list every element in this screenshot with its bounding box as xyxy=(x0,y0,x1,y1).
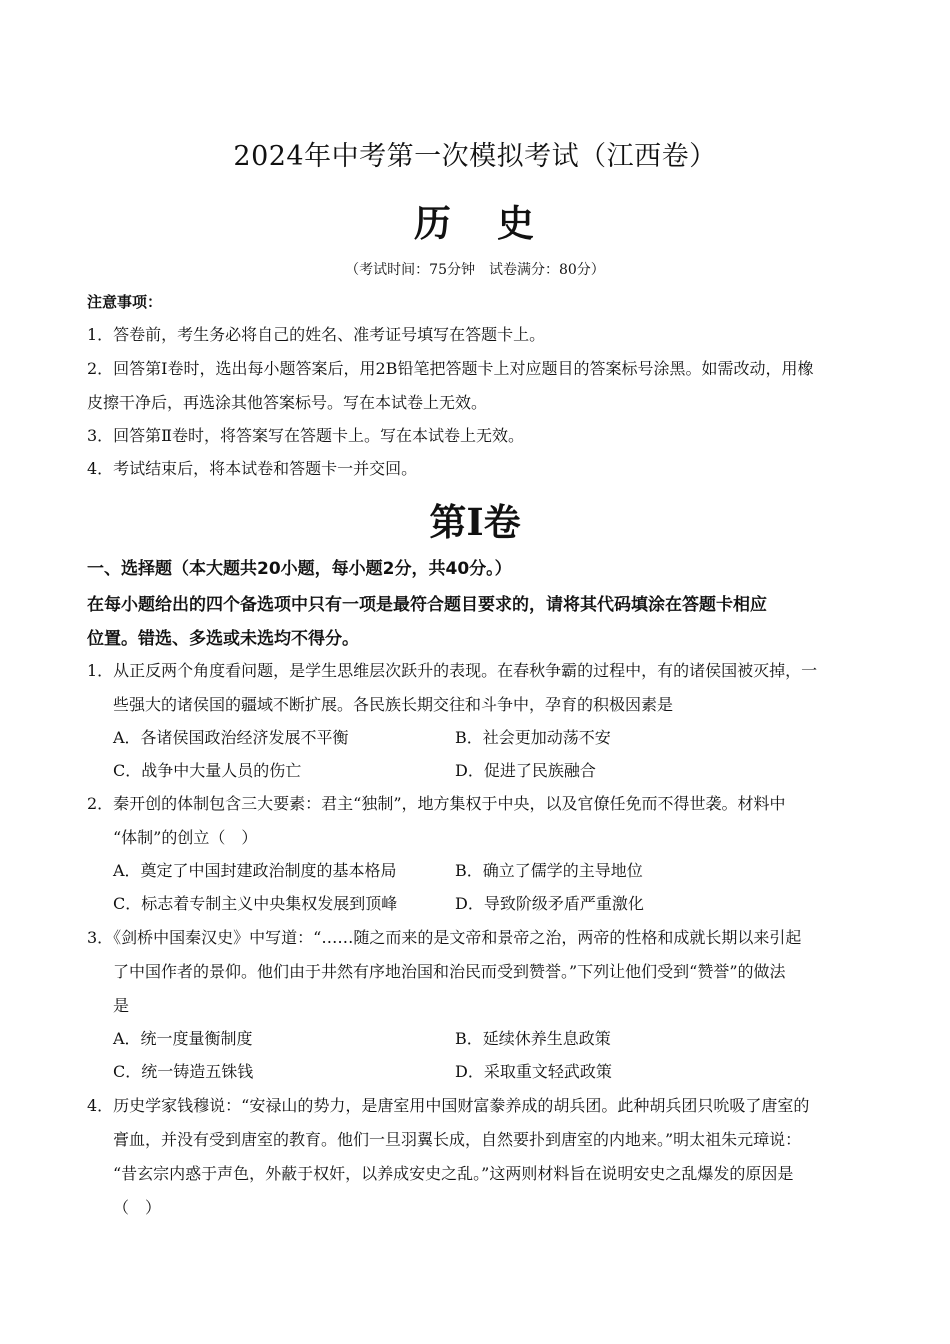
question-2-option-d: D．导致阶级矛盾严重激化 xyxy=(455,894,644,913)
exam-title: 2024年中考第一次模拟考试（江西卷） xyxy=(233,141,717,172)
question-2-line: 2．秦开创的体制包含三大要素：君主“独制”，地方集权于中央，以及官僚任免而不得世袭。材料中 xyxy=(87,794,786,813)
question-3-option-c: C．统一铸造五铢钱 xyxy=(113,1062,254,1081)
section-instruction: 位置。错选、多选或未选均不得分。 xyxy=(87,629,359,649)
question-4-line: 4．历史学家钱穆说：“安禄山的势力，是唐室用中国财富豢养成的胡兵团。此种胡兵团只吮吸了唐室的 xyxy=(87,1096,810,1115)
question-3-line: 3．《剑桥中国秦汉史》中写道：“……随之而来的是文帝和景帝之治，两帝的性格和成就长期以来引起 xyxy=(87,928,802,947)
question-2-option-b: B．确立了儒学的主导地位 xyxy=(455,861,643,880)
question-1-line: 1．从正反两个角度看问题，是学生思维层次跃升的表现。在春秋争霸的过程中，有的诸侯国被灭掉，一 xyxy=(87,661,818,680)
note-item: 皮擦干净后，再选涂其他答案标号。写在本试卷上无效。 xyxy=(87,393,488,412)
question-2-option-c: C．标志着专制主义中央集权发展到顶峰 xyxy=(113,894,398,913)
note-item: 2．回答第Ⅰ卷时，选出每小题答案后，用2B铅笔把答题卡上对应题目的答案标号涂黑。如需改动，用橡 xyxy=(87,359,814,378)
notes-heading: 注意事项： xyxy=(87,293,163,311)
section-heading: 一、选择题（本大题共20小题，每小题2分，共40分。） xyxy=(87,559,512,579)
question-3-option-a: A．统一度量衡制度 xyxy=(113,1029,253,1048)
subject-char-1: 历 xyxy=(414,201,453,245)
note-item: 4．考试结束后，将本试卷和答题卡一并交回。 xyxy=(87,459,418,478)
question-1-line: 些强大的诸侯国的疆域不断扩展。各民族长期交往和斗争中，孕育的积极因素是 xyxy=(113,695,674,714)
subject-title xyxy=(0,193,950,247)
question-2-line: “体制”的创立（ ） xyxy=(113,828,258,847)
section-instruction: 在每小题给出的四个备选项中只有一项是最符合题目要求的，请将其代码填涂在答题卡相应 xyxy=(87,595,767,615)
exam-meta: （考试时间：75分钟 试卷满分：80分） xyxy=(345,262,605,278)
note-item: 3．回答第Ⅱ卷时，将答案写在答题卡上。写在本试卷上无效。 xyxy=(87,426,525,445)
question-1-option-c: C．战争中大量人员的伤亡 xyxy=(113,761,302,780)
question-4-line: （ ） xyxy=(113,1198,162,1217)
question-4-line: 膏血，并没有受到唐室的教育。他们一旦羽翼长成，自然要扑到唐室的内地来。”明太祖朱元璋说： xyxy=(113,1130,802,1149)
subject-char-2: 史 xyxy=(497,201,536,245)
question-3-line: 是 xyxy=(113,996,130,1015)
part-title: 第Ⅰ卷 xyxy=(429,500,521,544)
question-3-option-b: B．延续休养生息政策 xyxy=(455,1029,611,1048)
question-3-line: 了中国作者的景仰。他们由于井然有序地治国和治民而受到赞誉。”下列让他们受到“赞誉”的做法 xyxy=(113,962,786,981)
question-4-line: “昔玄宗内惑于声色，外蔽于权奸，以养成安史之乱。”这两则材料旨在说明安史之乱爆发的原因是 xyxy=(113,1164,794,1183)
question-1-option-b: B．社会更加动荡不安 xyxy=(455,728,611,747)
question-3-option-d: D．采取重文轻武政策 xyxy=(455,1062,612,1081)
note-item: 1．答卷前，考生务必将自己的姓名、准考证号填写在答题卡上。 xyxy=(87,325,546,344)
question-1-option-a: A．各诸侯国政治经济发展不平衡 xyxy=(113,728,349,747)
question-1-option-d: D．促进了民族融合 xyxy=(455,761,596,780)
question-2-option-a: A．奠定了中国封建政治制度的基本格局 xyxy=(113,861,397,880)
